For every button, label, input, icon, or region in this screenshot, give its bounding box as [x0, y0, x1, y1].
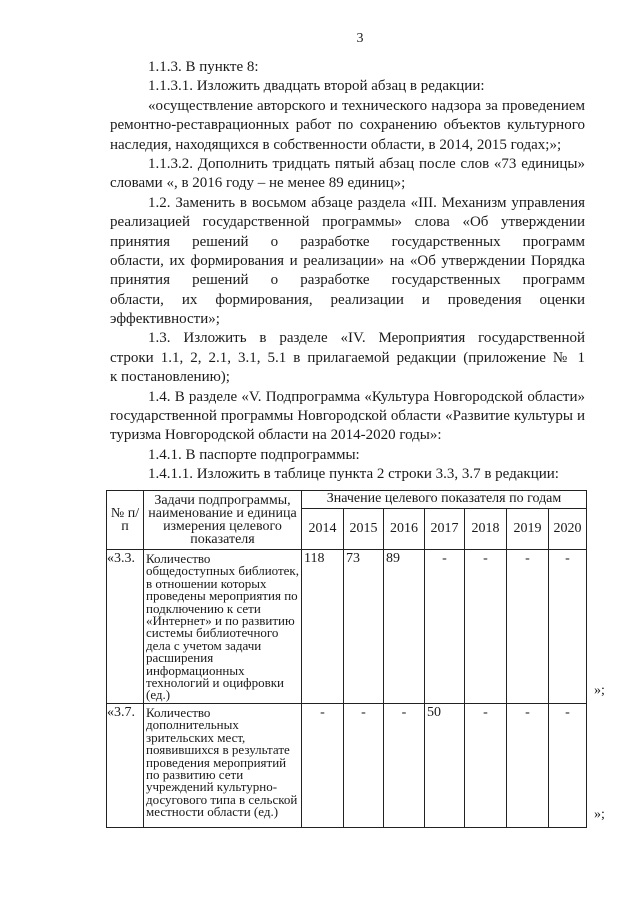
row-value: -: [425, 550, 465, 704]
text-line: 1.1.3. В пункте 8:: [148, 59, 259, 75]
document-body: [110, 58, 585, 485]
text-line: государственной программы Новгородской области «Развитие культуры и: [110, 408, 585, 425]
year-header: 2015: [344, 509, 384, 550]
text-line: 1.1.3.1. Изложить двадцать второй абзац в редакции:: [148, 78, 485, 95]
text-line: 1.4.1.1. Изложить в таблице пункта 2 строки 3.3, 3.7 в редакции:: [148, 466, 559, 483]
year-header: 2020: [549, 509, 587, 550]
text-line: 1.3. Изложить в разделе «IV. Мероприятия государственной: [148, 330, 585, 347]
text-line: туризма Новгородской области на 2014-2020 годы»:: [110, 427, 442, 444]
table-row: [107, 703, 587, 827]
row-task: Количество дополнительных зрительских мест, появившихся в результате проведения мероприятий по развитию сети учреждений культурно-досугового типа в сельской местности области (ед.): [144, 703, 302, 827]
row-value: -: [465, 550, 507, 704]
text-line: «осуществление авторского и технического надзора за проведением: [148, 97, 585, 114]
text-line: области, их формирования, реализации и проведения оценки: [110, 291, 585, 308]
text-line: словами «, в 2016 году – не менее 89 единиц»;: [110, 175, 406, 192]
row-value: 50: [425, 703, 465, 827]
row-value: -: [507, 703, 549, 827]
text-line: 1.4. В разделе «V. Подпрограмма «Культура Новгородской области»: [148, 388, 585, 405]
row-value: -: [384, 703, 425, 827]
row-task: Количество общедоступных библиотек, в отношении которых проведены мероприятия по подключению к сети «Интернет» и по развитию системы библиотечного дела с учетом задачи расширения информационных технологий и оцифровки (ед.): [144, 550, 302, 704]
text-line: 1.4.1. В паспорте подпрограммы:: [148, 446, 360, 463]
header-values: Значение целевого показателя по годам: [302, 491, 587, 509]
row-value: 89: [384, 550, 425, 704]
row-value: -: [344, 703, 384, 827]
text-line: принятия решений о разработке государственных программ: [110, 233, 585, 250]
row-value: 118: [302, 550, 344, 704]
text-line: 1.2. Заменить в восьмом абзаце раздела «III. Механизм управления: [148, 194, 585, 211]
row-number: «3.3.: [107, 550, 144, 704]
row-value: 73: [344, 550, 384, 704]
text-line: области, их формирования и реализации» на «Об утверждении Порядка: [110, 252, 585, 269]
year-header: 2014: [302, 509, 344, 550]
text-line: реализацией государственной программы» слова «Об утверждении: [110, 214, 585, 231]
row-value: -: [507, 550, 549, 704]
header-num: № п/п: [107, 491, 144, 550]
page-number: 3: [356, 31, 364, 46]
text-line: ремонтно-реставрационных работ по сохранению объектов культурного: [110, 117, 585, 134]
year-header: 2016: [384, 509, 425, 550]
row-value: -: [549, 703, 587, 827]
header-task: Задачи подпрограммы, наименование и единица измерения целевого показателя: [144, 491, 302, 550]
row-value: -: [465, 703, 507, 827]
year-header: 2019: [507, 509, 549, 550]
text-line: к постановлению);: [110, 369, 230, 386]
text-line: 1.1.3.2. Дополнить тридцать пятый абзац после слов «73 единицы»: [148, 155, 585, 172]
closing-quote: »;: [594, 807, 605, 822]
table-row: [107, 550, 587, 704]
year-header: 2018: [465, 509, 507, 550]
closing-quote: »;: [594, 683, 605, 698]
text-line: принятия решений о разработке государственных программ: [110, 272, 585, 289]
text-line: эффективности»;: [110, 311, 220, 328]
text-line: наследия, находящихся в собственности области, в 2014, 2015 годах;»;: [110, 136, 562, 153]
text-line: строки 1.1, 2, 2.1, 3.1, 5.1 в прилагаемой редакции (приложение № 1: [110, 349, 585, 366]
target-indicators-table: [106, 490, 587, 828]
row-value: -: [302, 703, 344, 827]
row-value: -: [549, 550, 587, 704]
year-header: 2017: [425, 509, 465, 550]
row-number: «3.7.: [107, 703, 144, 827]
